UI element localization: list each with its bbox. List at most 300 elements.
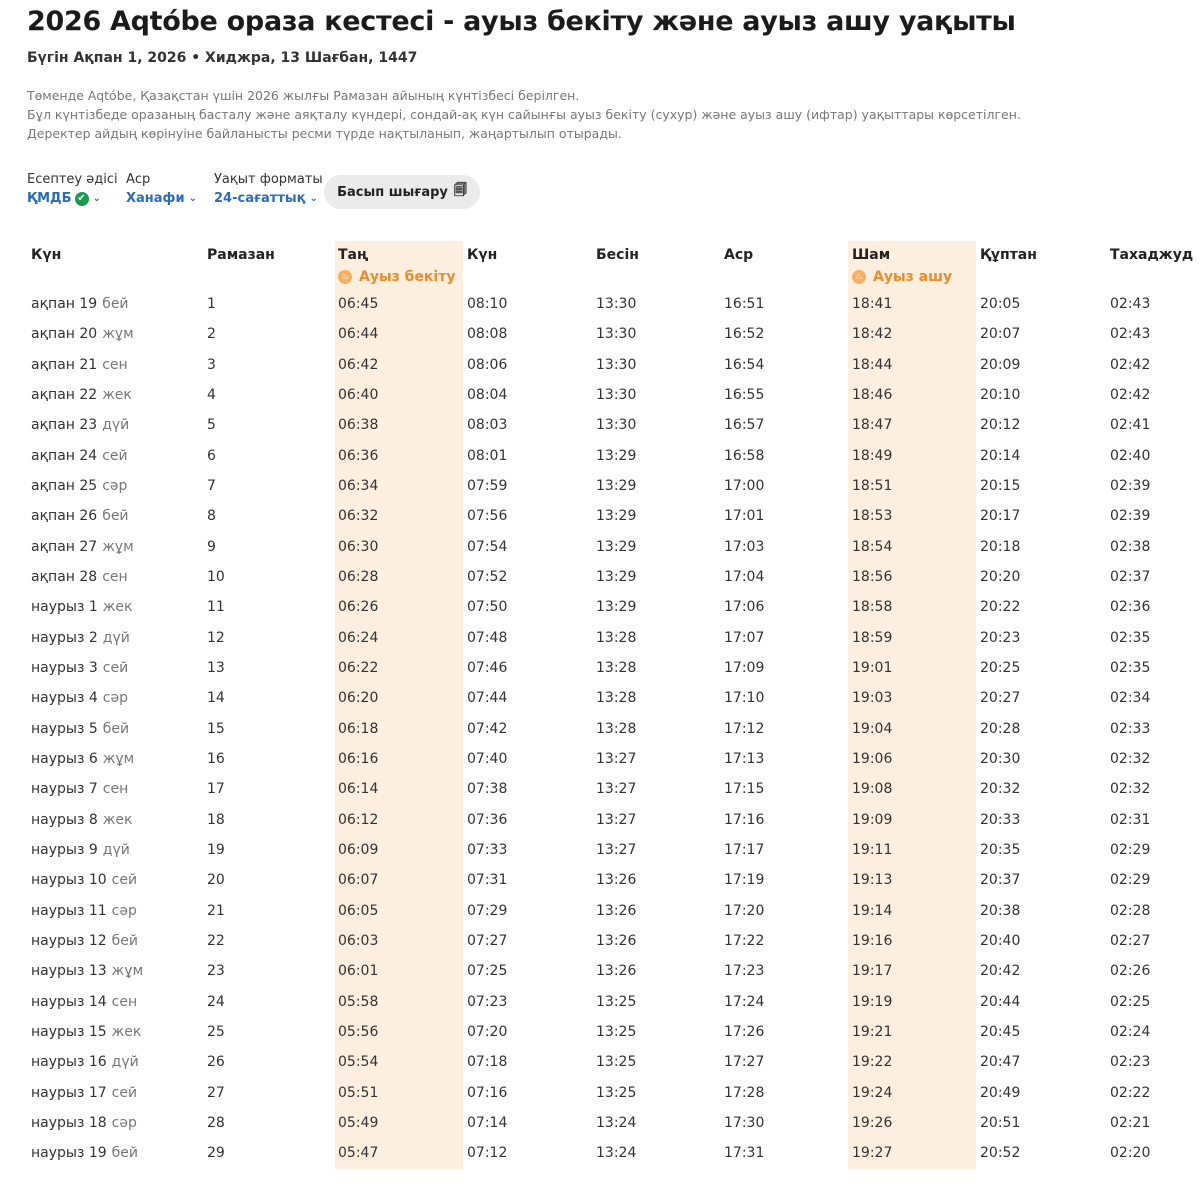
cell-date-label: ақпан 19: [31, 296, 98, 312]
description-line: Төменде Aqtóbe, Қазақстан үшін 2026 жылғы Рамазан айының күнтізбесі берілген.: [27, 88, 580, 103]
cell-fajr: 06:26: [338, 599, 379, 616]
cell-ramadan-day: 3: [207, 356, 216, 373]
cell-ramadan-day: 2: [207, 326, 216, 343]
cell-isha: 20:14: [980, 447, 1021, 464]
cell-asr: 16:57: [724, 417, 765, 434]
cell-sunrise: 07:59: [467, 477, 508, 494]
table-row: [0, 654, 1200, 684]
asr-dropdown[interactable]: [126, 191, 197, 206]
cell-sunrise: 07:16: [467, 1084, 508, 1101]
cell-tahajjud: 02:20: [1110, 1145, 1151, 1162]
cell-isha: 20:12: [980, 417, 1021, 434]
cell-date-label: наурыз 8: [31, 811, 98, 828]
cell-fajr: 06:05: [338, 902, 379, 919]
cell-date-label: ақпан 28: [31, 568, 98, 585]
table-row: [0, 411, 1200, 441]
table-row: [0, 593, 1200, 623]
cell-isha: 20:25: [980, 659, 1021, 676]
cell-maghrib: 19:11: [852, 841, 893, 858]
cell-tahajjud: 02:39: [1110, 508, 1151, 525]
calc-method-dropdown[interactable]: [27, 191, 118, 206]
cell-dhuhr: 13:27: [596, 781, 637, 798]
cell-isha: 20:20: [980, 568, 1021, 585]
cell-date-label: наурыз 14: [31, 993, 107, 1010]
cell-dhuhr: 13:26: [596, 902, 637, 919]
cell-date: [31, 417, 129, 433]
page-title: 2026 Aqtóbe ораза кестесі - ауыз бекіту және ауыз ашу уақыты: [27, 6, 1016, 37]
cell-isha: 20:35: [980, 841, 1021, 858]
cell-date-label: наурыз 13: [31, 963, 107, 980]
cell-maghrib: 19:19: [852, 993, 893, 1010]
cell-date-label: наурыз 1: [31, 599, 98, 616]
header-fajr-sub: [338, 269, 455, 285]
cell-dhuhr: 13:24: [596, 1145, 637, 1162]
cell-weekday: сей: [111, 1084, 138, 1101]
cell-sunrise: 08:04: [467, 386, 508, 403]
cell-dhuhr: 13:30: [596, 386, 637, 403]
cell-tahajjud: 02:31: [1110, 811, 1151, 828]
cell-isha: 20:38: [980, 902, 1021, 919]
cell-weekday: дүй: [102, 417, 130, 434]
cell-weekday: бей: [102, 508, 129, 525]
header-tahajjud: Тахаджуд: [1110, 247, 1194, 263]
cell-weekday: сәр: [111, 1114, 137, 1131]
asr-control: [126, 172, 197, 206]
cell-tahajjud: 02:42: [1110, 386, 1151, 403]
cell-date: [31, 326, 134, 342]
cell-dhuhr: 13:25: [596, 1054, 637, 1071]
cell-dhuhr: 13:24: [596, 1114, 637, 1131]
cell-date-label: ақпан 24: [31, 447, 98, 464]
table-row: [0, 624, 1200, 654]
cell-fajr: 06:16: [338, 750, 379, 767]
cell-isha: 20:23: [980, 629, 1021, 646]
cell-tahajjud: 02:27: [1110, 932, 1151, 949]
cell-fajr: 06:18: [338, 720, 379, 737]
cell-maghrib: 18:42: [852, 326, 893, 343]
cell-date-label: наурыз 4: [31, 690, 98, 707]
cell-weekday: дүй: [102, 841, 130, 858]
table-row: [0, 290, 1200, 320]
cell-fajr: 05:58: [338, 993, 379, 1010]
cell-maghrib: 19:24: [852, 1084, 893, 1101]
cell-sunrise: 07:25: [467, 963, 508, 980]
cell-asr: 17:27: [724, 1054, 765, 1071]
cell-isha: 20:51: [980, 1114, 1021, 1131]
cell-fajr: 06:14: [338, 781, 379, 798]
cell-asr: 17:31: [724, 1145, 765, 1162]
cell-asr: 17:26: [724, 1023, 765, 1040]
cell-date: [31, 1054, 139, 1070]
cell-date-label: ақпан 27: [31, 538, 98, 555]
cell-tahajjud: 02:21: [1110, 1114, 1151, 1131]
cell-tahajjud: 02:25: [1110, 993, 1151, 1010]
header-maghrib-sub: [852, 269, 952, 285]
cell-dhuhr: 13:27: [596, 841, 637, 858]
cell-fajr: 05:54: [338, 1054, 379, 1071]
cell-date-label: наурыз 16: [31, 1054, 107, 1071]
calc-method-label: Есептеу әдісі: [27, 172, 118, 187]
verified-check-icon: ✔: [75, 192, 89, 206]
print-button[interactable]: [324, 175, 480, 209]
cell-asr: 16:52: [724, 326, 765, 343]
cell-asr: 17:04: [724, 568, 765, 585]
calc-method-value: ҚМДБ: [27, 191, 72, 206]
cell-fajr: 05:56: [338, 1023, 379, 1040]
cell-date-label: ақпан 23: [31, 417, 98, 434]
header-dhuhr: Бесін: [596, 247, 639, 263]
description: [27, 86, 1021, 143]
header-ramadan: Рамазан: [207, 247, 275, 263]
cell-date: [31, 478, 127, 494]
cell-sunrise: 07:56: [467, 508, 508, 525]
cell-weekday: жек: [102, 599, 133, 616]
cell-tahajjud: 02:32: [1110, 750, 1151, 767]
table-row: [0, 1109, 1200, 1139]
cell-isha: 20:52: [980, 1145, 1021, 1162]
chevron-down-icon: ⌄: [309, 193, 318, 204]
cell-sunrise: 07:40: [467, 750, 508, 767]
cell-date: [31, 690, 128, 706]
cell-fajr: 06:07: [338, 872, 379, 889]
cell-date: [31, 539, 134, 555]
cell-asr: 17:19: [724, 872, 765, 889]
cell-date: [31, 387, 132, 403]
cell-maghrib: 19:09: [852, 811, 893, 828]
cell-ramadan-day: 13: [207, 659, 225, 676]
cell-ramadan-day: 14: [207, 690, 225, 707]
cell-tahajjud: 02:41: [1110, 417, 1151, 434]
table-row: [0, 897, 1200, 927]
cell-isha: 20:40: [980, 932, 1021, 949]
header-fajr: Таң: [338, 247, 369, 263]
cell-isha: 20:49: [980, 1084, 1021, 1101]
cell-ramadan-day: 1: [207, 296, 216, 312]
cell-dhuhr: 13:25: [596, 1084, 637, 1101]
cell-weekday: жек: [102, 811, 133, 828]
cell-fajr: 06:20: [338, 690, 379, 707]
cell-date-label: ақпан 26: [31, 508, 98, 525]
cell-weekday: жұм: [111, 963, 144, 980]
cell-fajr: 06:42: [338, 356, 379, 373]
cell-date-label: наурыз 10: [31, 872, 107, 889]
cell-isha: 20:27: [980, 690, 1021, 707]
flame-icon: ♨: [852, 270, 866, 284]
cell-ramadan-day: 11: [207, 599, 225, 616]
cell-weekday: жек: [102, 386, 132, 403]
cell-tahajjud: 02:29: [1110, 841, 1151, 858]
table-header: [0, 247, 1200, 292]
cell-weekday: бей: [111, 932, 139, 949]
cell-isha: 20:18: [980, 538, 1021, 555]
cell-sunrise: 07:46: [467, 659, 508, 676]
cell-maghrib: 19:06: [852, 750, 893, 767]
cell-weekday: сей: [111, 872, 138, 889]
cell-date: [31, 994, 137, 1010]
cell-sunrise: 07:54: [467, 538, 508, 555]
cell-ramadan-day: 27: [207, 1084, 225, 1101]
cell-isha: 20:30: [980, 750, 1021, 767]
cell-asr: 17:28: [724, 1084, 765, 1101]
time-format-control: [214, 172, 323, 206]
table-row: [0, 1048, 1200, 1078]
cell-isha: 20:22: [980, 599, 1021, 616]
cell-date: [31, 1085, 137, 1101]
cell-tahajjud: 02:43: [1110, 296, 1151, 312]
cell-sunrise: 07:33: [467, 841, 508, 858]
table-row: [0, 502, 1200, 532]
cell-isha: 20:10: [980, 386, 1021, 403]
cell-asr: 17:22: [724, 932, 765, 949]
cell-fajr: 06:38: [338, 417, 379, 434]
cell-weekday: бей: [102, 720, 130, 737]
cell-maghrib: 19:14: [852, 902, 893, 919]
header-day: Күн: [31, 247, 62, 263]
cell-date-label: ақпан 22: [31, 386, 98, 403]
cell-date: [31, 508, 129, 524]
cell-date-label: наурыз 12: [31, 932, 107, 949]
table-row: [0, 533, 1200, 563]
chevron-down-icon: ⌄: [188, 193, 197, 204]
cell-asr: 17:03: [724, 538, 765, 555]
cell-date: [31, 1115, 137, 1131]
table-row: [0, 1018, 1200, 1048]
header-fajr-sub-label: Ауыз бекіту: [359, 269, 456, 285]
cell-fajr: 05:47: [338, 1145, 379, 1162]
cell-isha: 20:44: [980, 993, 1021, 1010]
cell-maghrib: 19:03: [852, 690, 893, 707]
cell-ramadan-day: 8: [207, 508, 216, 525]
cell-fajr: 06:09: [338, 841, 379, 858]
cell-dhuhr: 13:29: [596, 568, 637, 585]
cell-date-label: наурыз 3: [31, 659, 98, 676]
cell-sunrise: 07:27: [467, 932, 508, 949]
cell-maghrib: 18:56: [852, 568, 893, 585]
cell-asr: 17:06: [724, 599, 765, 616]
cell-ramadan-day: 26: [207, 1054, 225, 1071]
cell-date: [31, 721, 129, 737]
cell-tahajjud: 02:39: [1110, 477, 1151, 494]
cell-isha: 20:37: [980, 872, 1021, 889]
cell-sunrise: 07:20: [467, 1023, 508, 1040]
cell-tahajjud: 02:34: [1110, 690, 1151, 707]
table-row: [0, 957, 1200, 987]
cell-dhuhr: 13:25: [596, 1023, 637, 1040]
cell-isha: 20:28: [980, 720, 1021, 737]
table-body: [0, 290, 1200, 1170]
cell-sunrise: 08:06: [467, 356, 508, 373]
cell-ramadan-day: 10: [207, 568, 225, 585]
cell-sunrise: 08:03: [467, 417, 508, 434]
cell-ramadan-day: 29: [207, 1145, 225, 1162]
cell-sunrise: 08:08: [467, 326, 508, 343]
cell-date-label: наурыз 2: [31, 629, 98, 646]
cell-fajr: 05:49: [338, 1114, 379, 1131]
cell-weekday: дүй: [102, 629, 130, 646]
cell-ramadan-day: 23: [207, 963, 225, 980]
cell-isha: 20:42: [980, 963, 1021, 980]
cell-date: [31, 1145, 138, 1161]
cell-date-label: наурыз 9: [31, 841, 98, 858]
cell-date: [31, 751, 134, 767]
flame-icon: ♨: [338, 270, 352, 284]
cell-ramadan-day: 19: [207, 841, 225, 858]
cell-ramadan-day: 28: [207, 1114, 225, 1131]
cell-sunrise: 07:14: [467, 1114, 508, 1131]
cell-weekday: жек: [111, 1023, 142, 1040]
cell-tahajjud: 02:26: [1110, 963, 1151, 980]
table-row: [0, 775, 1200, 805]
cell-date: [31, 357, 128, 373]
cell-maghrib: 19:04: [852, 720, 893, 737]
cell-tahajjud: 02:36: [1110, 599, 1151, 616]
cell-ramadan-day: 4: [207, 386, 216, 403]
cell-maghrib: 19:01: [852, 659, 893, 676]
table-row: [0, 988, 1200, 1018]
cell-weekday: сей: [102, 447, 128, 464]
cell-tahajjud: 02:24: [1110, 1023, 1151, 1040]
cell-tahajjud: 02:43: [1110, 326, 1151, 343]
cell-dhuhr: 13:29: [596, 599, 637, 616]
cell-tahajjud: 02:22: [1110, 1084, 1151, 1101]
cell-dhuhr: 13:29: [596, 447, 637, 464]
cell-sunrise: 08:10: [467, 296, 508, 312]
cell-date: [31, 812, 132, 828]
cell-dhuhr: 13:28: [596, 690, 637, 707]
cell-fajr: 06:40: [338, 386, 379, 403]
table-row: [0, 442, 1200, 472]
cell-tahajjud: 02:35: [1110, 659, 1151, 676]
cell-ramadan-day: 24: [207, 993, 225, 1010]
cell-weekday: сен: [102, 356, 128, 373]
cell-tahajjud: 02:38: [1110, 538, 1151, 555]
cell-asr: 16:51: [724, 296, 765, 312]
table-row: [0, 866, 1200, 896]
cell-dhuhr: 13:28: [596, 629, 637, 646]
cell-isha: 20:05: [980, 296, 1021, 312]
cell-sunrise: 07:12: [467, 1145, 508, 1162]
cell-sunrise: 07:48: [467, 629, 508, 646]
print-icon: 🗐: [453, 183, 467, 198]
cell-asr: 16:58: [724, 447, 765, 464]
table-row: [0, 1079, 1200, 1109]
cell-maghrib: 18:59: [852, 629, 893, 646]
cell-dhuhr: 13:25: [596, 993, 637, 1010]
table-row: [0, 806, 1200, 836]
cell-dhuhr: 13:27: [596, 811, 637, 828]
header-asr: Аср: [724, 247, 754, 263]
cell-ramadan-day: 17: [207, 781, 225, 798]
cell-sunrise: 07:44: [467, 690, 508, 707]
cell-date: [31, 903, 137, 919]
cell-dhuhr: 13:29: [596, 508, 637, 525]
cell-maghrib: 18:41: [852, 296, 893, 312]
cell-sunrise: 07:38: [467, 781, 508, 798]
cell-date-label: ақпан 21: [31, 356, 98, 373]
cell-asr: 17:13: [724, 750, 765, 767]
asr-label: Аср: [126, 172, 151, 187]
cell-date: [31, 296, 129, 312]
cell-ramadan-day: 5: [207, 417, 216, 434]
cell-asr: 17:20: [724, 902, 765, 919]
cell-ramadan-day: 20: [207, 872, 225, 889]
cell-maghrib: 18:44: [852, 356, 893, 373]
cell-asr: 16:55: [724, 386, 765, 403]
cell-tahajjud: 02:29: [1110, 872, 1151, 889]
print-button-label: Басып шығару: [337, 184, 448, 200]
cell-maghrib: 18:46: [852, 386, 893, 403]
cell-dhuhr: 13:27: [596, 750, 637, 767]
cell-dhuhr: 13:29: [596, 538, 637, 555]
cell-maghrib: 19:08: [852, 781, 893, 798]
cell-dhuhr: 13:29: [596, 477, 637, 494]
cell-maghrib: 18:49: [852, 447, 893, 464]
table-row: [0, 563, 1200, 593]
cell-asr: 17:30: [724, 1114, 765, 1131]
cell-date: [31, 872, 137, 888]
cell-tahajjud: 02:33: [1110, 720, 1151, 737]
time-format-value: 24-сағаттық: [214, 191, 306, 206]
cell-tahajjud: 02:37: [1110, 568, 1151, 585]
cell-fajr: 06:36: [338, 447, 379, 464]
cell-date-label: наурыз 19: [31, 1145, 107, 1162]
cell-fajr: 06:34: [338, 477, 379, 494]
cell-sunrise: 08:01: [467, 447, 508, 464]
cell-fajr: 06:22: [338, 659, 379, 676]
cell-asr: 17:09: [724, 659, 765, 676]
cell-ramadan-day: 21: [207, 902, 225, 919]
cell-maghrib: 19:21: [852, 1023, 893, 1040]
cell-asr: 17:12: [724, 720, 765, 737]
cell-tahajjud: 02:40: [1110, 447, 1151, 464]
table-row: [0, 836, 1200, 866]
cell-asr: 17:16: [724, 811, 765, 828]
cell-ramadan-day: 18: [207, 811, 225, 828]
cell-asr: 17:00: [724, 477, 765, 494]
cell-maghrib: 19:27: [852, 1145, 893, 1162]
cell-maghrib: 19:13: [852, 872, 893, 889]
cell-weekday: сәр: [111, 902, 137, 919]
cell-weekday: сен: [102, 781, 129, 798]
calc-method-control: [27, 172, 118, 206]
time-format-dropdown[interactable]: [214, 191, 323, 206]
cell-weekday: сей: [102, 659, 129, 676]
cell-tahajjud: 02:32: [1110, 781, 1151, 798]
cell-asr: 17:10: [724, 690, 765, 707]
cell-date-label: наурыз 7: [31, 781, 98, 798]
cell-fajr: 06:44: [338, 326, 379, 343]
cell-sunrise: 07:18: [467, 1054, 508, 1071]
cell-date: [31, 630, 130, 646]
cell-maghrib: 18:51: [852, 477, 893, 494]
cell-date: [31, 963, 143, 979]
cell-dhuhr: 13:30: [596, 356, 637, 373]
cell-ramadan-day: 7: [207, 477, 216, 494]
cell-date-label: наурыз 11: [31, 902, 107, 919]
table-row: [0, 1139, 1200, 1169]
cell-sunrise: 07:31: [467, 872, 508, 889]
cell-date-label: наурыз 6: [31, 750, 98, 767]
cell-sunrise: 07:29: [467, 902, 508, 919]
cell-maghrib: 19:26: [852, 1114, 893, 1131]
cell-weekday: дүй: [111, 1054, 139, 1071]
cell-dhuhr: 13:30: [596, 326, 637, 343]
cell-weekday: жұм: [102, 750, 135, 767]
header-maghrib-sub-label: Ауыз ашу: [873, 269, 953, 285]
cell-asr: 17:24: [724, 993, 765, 1010]
cell-fajr: 06:32: [338, 508, 379, 525]
cell-isha: 20:07: [980, 326, 1021, 343]
